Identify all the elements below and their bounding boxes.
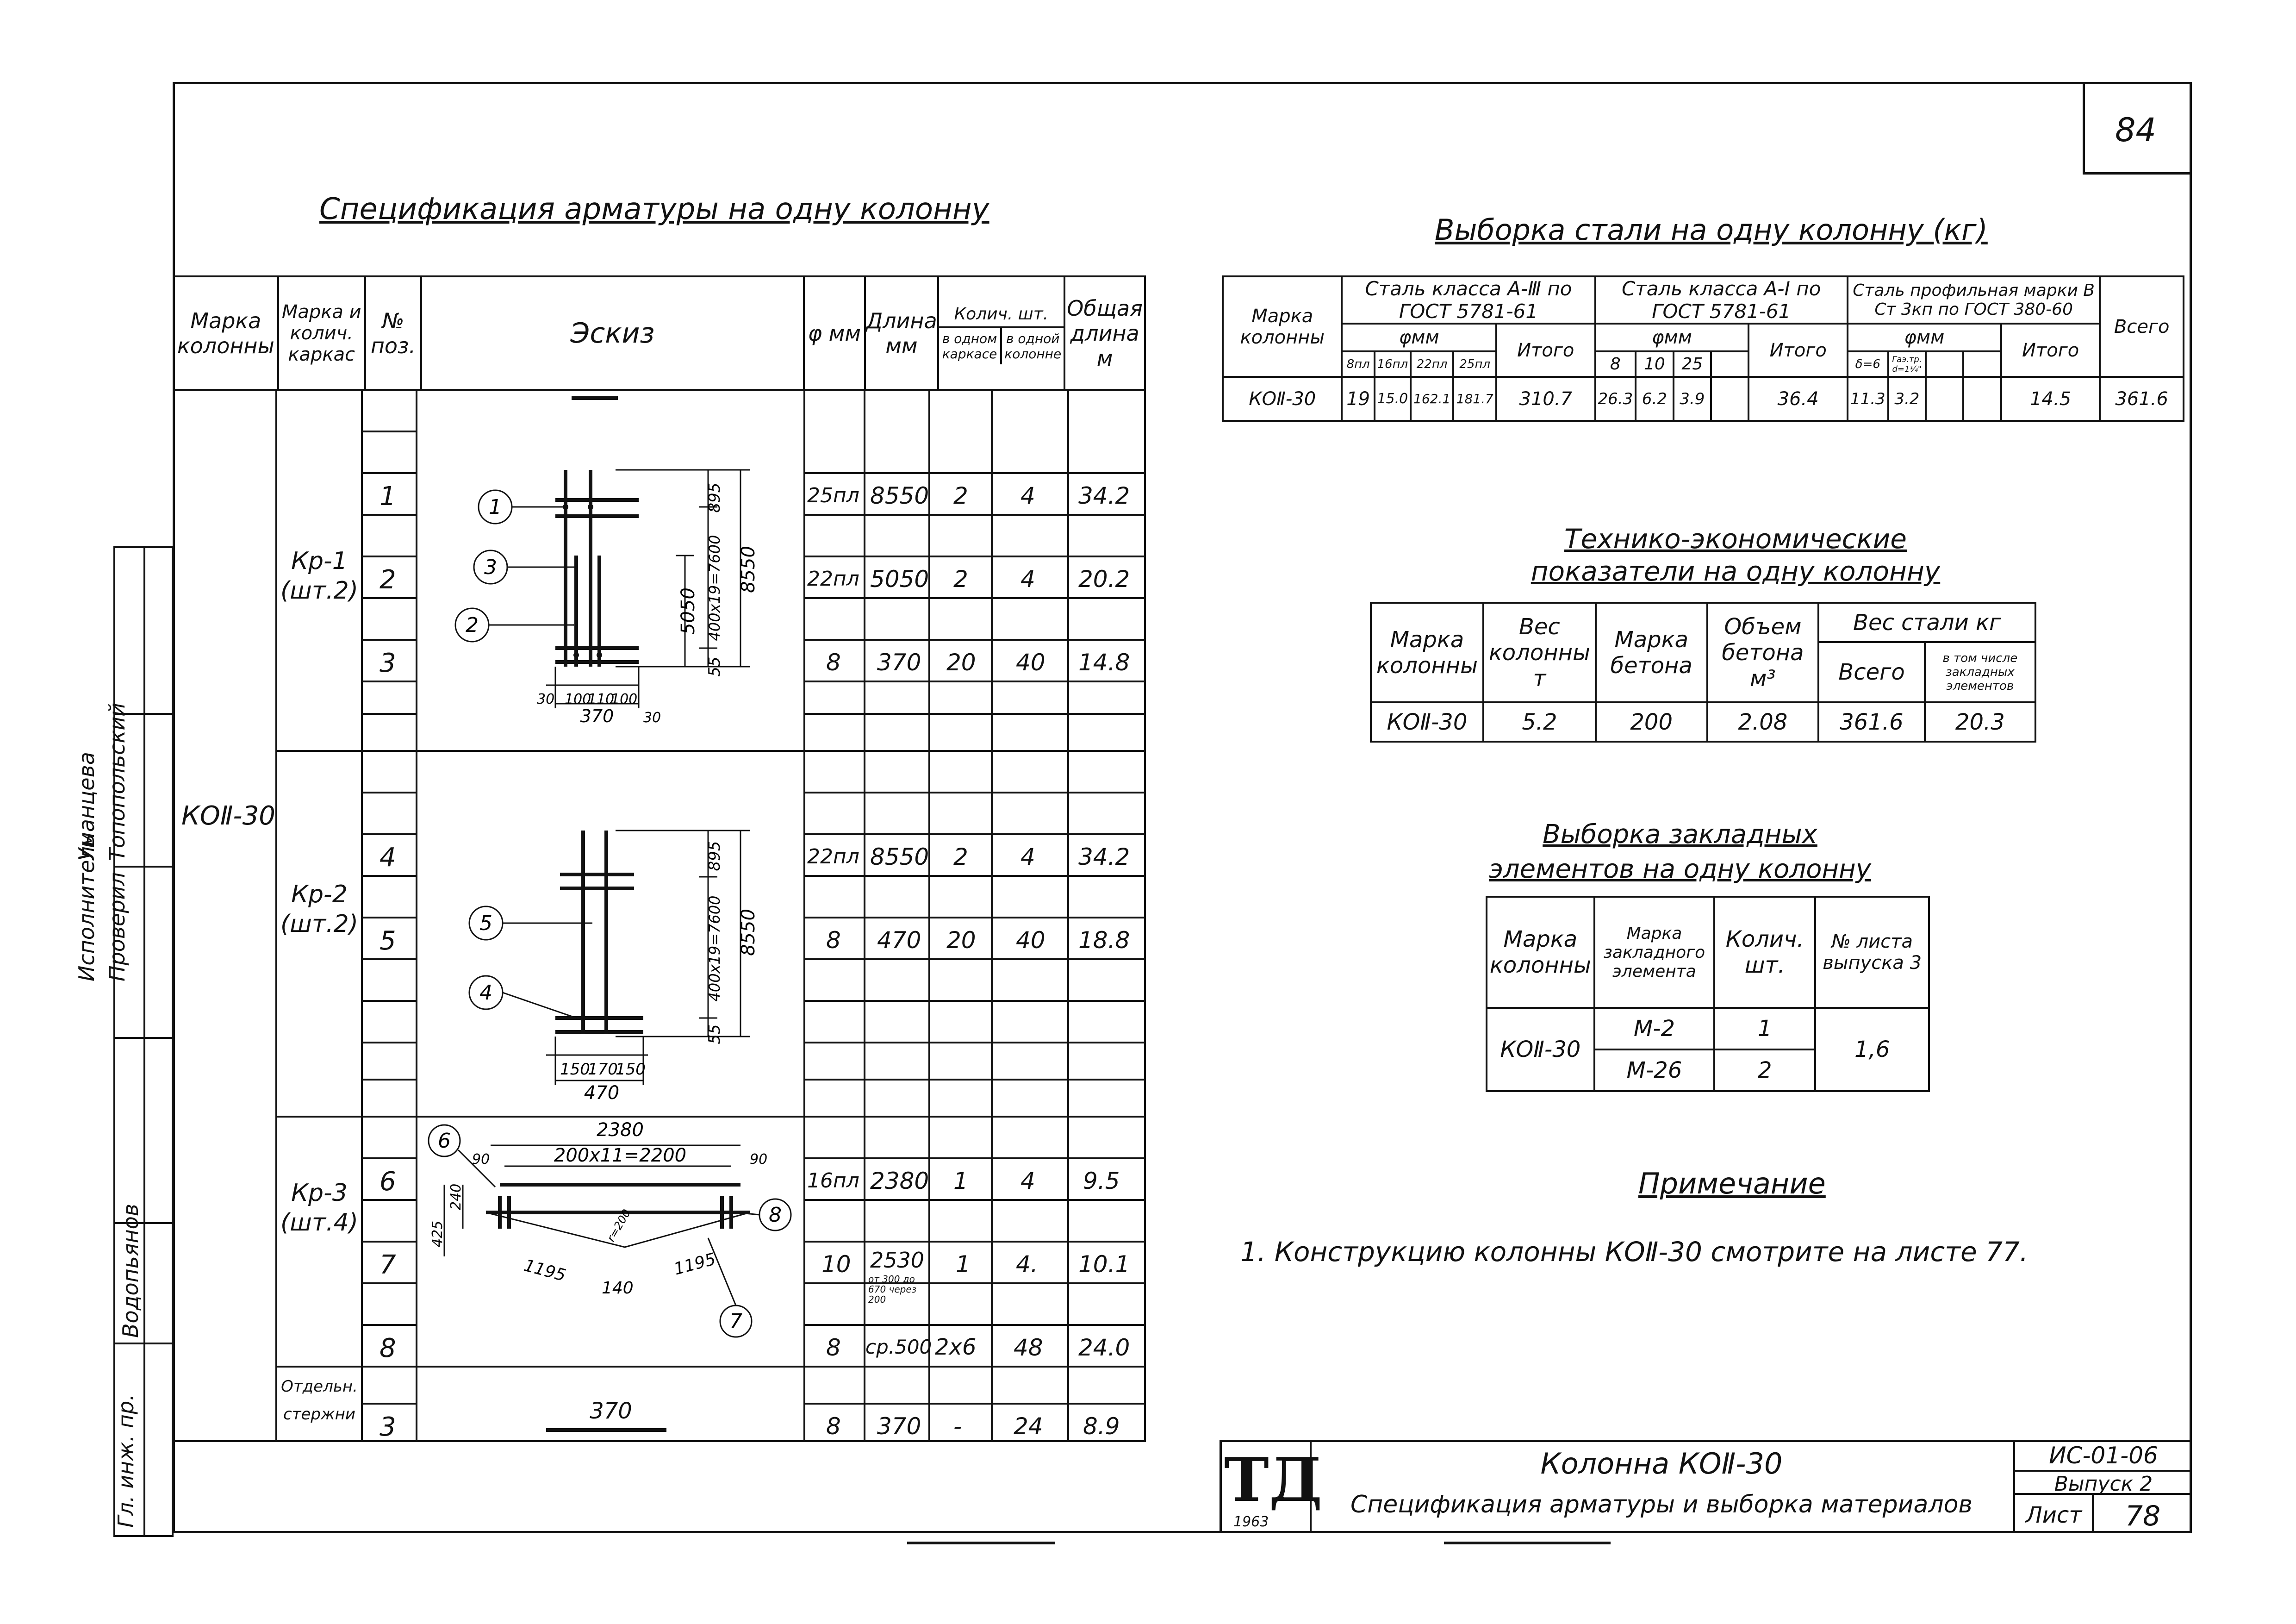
bubble-5: 5	[479, 912, 492, 935]
steel-table: Марка колонны Сталь класса А-Ⅲ по ГОСТ 5781-61 Сталь класса А-I по ГОСТ 5781-61 Сталь профильная марки В Ст 3кп по ГОСТ 380-60 Всего φмм Итого φмм Итого φмм Итого 8пл 16пл 22пл 25пл 8 10 25 δ=6 Гаэ.тр. d=1¼" КОⅡ-30 19 15.0 162.1 181.7 310.7 26.3 6.2 3.9 36.4 11.3 3.2 14.5 361.6	[1222, 275, 2184, 422]
svg-text:8550: 8550	[738, 909, 759, 956]
sidebar-checked: Проверил	[105, 872, 130, 981]
svg-text:150: 150	[560, 1060, 590, 1079]
svg-text:5050: 5050	[678, 587, 699, 635]
svg-text:r=200: r=200	[604, 1207, 634, 1244]
title-subtitle: Спецификация арматуры и выборка материалов	[1350, 1491, 1973, 1518]
steel-title: Выборка стали на одну колонну (кг)	[1435, 213, 1988, 247]
svg-text:1195: 1195	[672, 1249, 718, 1279]
spec-title: Спецификация арматуры на одну колонну	[319, 192, 989, 226]
spec-h-total: Общая длина м	[1064, 276, 1145, 390]
svg-text:400х19=7600: 400х19=7600	[706, 895, 723, 1002]
group-kr2: Кр-2 (шт.2)	[280, 881, 359, 938]
title-sheet-label: Лист	[2025, 1502, 2082, 1528]
note-text: 1. Конструкцию колонны КОⅡ-30 смотрите на листе 77.	[1240, 1236, 2028, 1268]
sidebar-chief-name: Водопьянов	[118, 1204, 143, 1338]
bubble-7: 7	[729, 1310, 742, 1333]
svg-text:240: 240	[448, 1183, 464, 1210]
spec-h-sketch: Эскиз	[421, 276, 803, 390]
title-code: ИС-01-06	[2049, 1442, 2158, 1469]
bottom-mark-right	[1444, 1542, 1611, 1544]
bubble-4: 4	[479, 981, 492, 1005]
tep-title-1: Технико-экономические	[1564, 523, 1907, 555]
bottom-mark-left	[907, 1542, 1055, 1544]
svg-text:150: 150	[616, 1060, 646, 1079]
sketch-kr1	[417, 389, 803, 750]
bubble-3: 3	[484, 556, 497, 579]
sketch-rod-label: 370	[590, 1398, 632, 1424]
svg-text:55: 55	[705, 656, 724, 677]
logo: ТД	[1224, 1444, 1323, 1515]
svg-text:100: 100	[565, 691, 591, 707]
note-title: Примечание	[1638, 1167, 1826, 1200]
embedded-row: КОⅡ-30 М-2 1 1,6	[1487, 1008, 1929, 1049]
embedded-table: Марка колонны Марка закладного элемента Колич. шт. № листа выпуска 3 КОⅡ-30 М-2 1 1,6 М-26 2	[1486, 896, 1930, 1092]
bubble-8: 8	[769, 1203, 782, 1227]
svg-text:400х19=7600: 400х19=7600	[706, 535, 723, 641]
spec-h-qty: Колич. шт. в одном каркасе в одной колонне	[938, 276, 1064, 390]
group-separate: Отдельн. стержни	[281, 1377, 358, 1424]
svg-text:1195: 1195	[522, 1256, 568, 1286]
spec-column-mark: КОⅡ-30	[181, 801, 275, 831]
embedded-title-2: элементов на одну колонну	[1489, 854, 1871, 884]
svg-text:90: 90	[472, 1151, 490, 1168]
spec-h-pos: № поз.	[365, 276, 422, 390]
sidebar-chief: Гл. инж. пр.	[113, 1394, 138, 1528]
spec-h-diam: φ мм	[804, 276, 865, 390]
title-sheet-number: 78	[2125, 1500, 2161, 1532]
svg-text:370: 370	[580, 706, 614, 726]
group-kr1: Кр-1 (шт.2)	[280, 547, 359, 605]
bubble-2: 2	[466, 613, 479, 637]
embedded-title-1: Выборка закладных	[1543, 819, 1817, 849]
spec-h-length: Длина мм	[865, 276, 938, 390]
spec-h-cage: Марка и колич. каркас	[278, 276, 365, 390]
svg-text:200х11=2200: 200х11=2200	[554, 1145, 687, 1166]
title-name: Колонна КОⅡ-30	[1540, 1447, 1783, 1480]
svg-text:30: 30	[643, 710, 661, 726]
svg-text:8550: 8550	[738, 546, 759, 593]
sidebar-executor: Исполнитель	[74, 834, 99, 981]
sidebar-executor-name: Уманцева	[74, 752, 99, 861]
embedded-row: М-26 2	[1487, 1049, 1929, 1091]
svg-text:895: 895	[705, 482, 724, 513]
spec-h-colmark: Марка колонны	[174, 276, 278, 390]
svg-text:90: 90	[750, 1151, 768, 1168]
svg-text:425: 425	[429, 1220, 446, 1247]
logo-year: 1963	[1233, 1514, 1269, 1530]
svg-text:895: 895	[705, 841, 724, 871]
svg-text:470: 470	[584, 1082, 620, 1104]
sketch-rod	[546, 1428, 666, 1432]
sheet-top-number: 84	[2115, 111, 2157, 149]
bubble-6: 6	[438, 1129, 451, 1153]
svg-text:55: 55	[705, 1024, 724, 1044]
tep-row: КОⅡ-30 5.2 200 2.08 361.6 20.3	[1371, 702, 2035, 742]
svg-text:100: 100	[611, 691, 638, 707]
svg-text:140: 140	[602, 1279, 634, 1298]
tep-title-2: показатели на одну колонну	[1531, 556, 1941, 587]
svg-text:2380: 2380	[597, 1119, 644, 1141]
tep-table: Марка колонны Вес колонны т Марка бетона Объем бетона м³ Вес стали кг Всего в том числе закладных элементов КОⅡ-30 5.2 200 2.08 361.6 20.3	[1370, 602, 2036, 743]
group-kr3: Кр-3 (шт.4)	[280, 1179, 359, 1237]
sketch-kr2	[417, 752, 803, 1116]
svg-text:170: 170	[588, 1060, 618, 1079]
title-issue: Выпуск 2	[2054, 1472, 2153, 1496]
svg-text:110: 110	[588, 691, 615, 707]
steel-row: КОⅡ-30 19 15.0 162.1 181.7 310.7 26.3 6.2 3.9 36.4 11.3 3.2 14.5 361.6	[1223, 377, 2184, 421]
sidebar-checked-name: Топопольский	[105, 702, 130, 861]
bubble-1: 1	[489, 495, 502, 519]
sketch-kr3	[417, 1118, 803, 1366]
spec-table	[173, 275, 1146, 391]
svg-text:30: 30	[537, 691, 555, 707]
